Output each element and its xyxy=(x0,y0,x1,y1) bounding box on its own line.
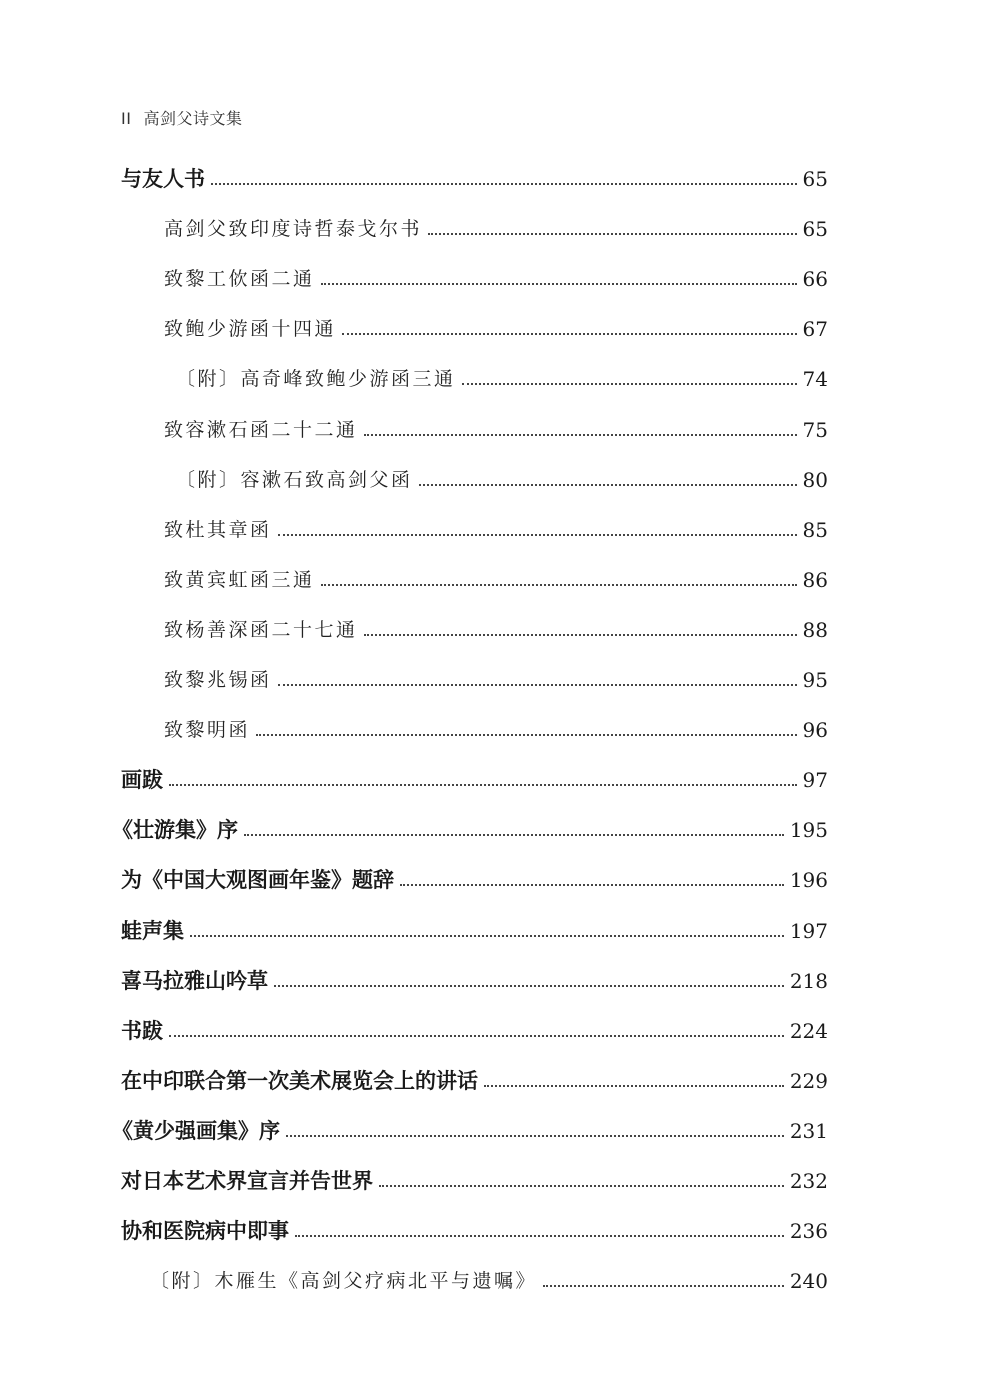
toc-entry-title: 致黎兆锡函 xyxy=(164,669,272,691)
dot-leader xyxy=(321,584,797,586)
toc-entry[interactable] xyxy=(112,1112,828,1146)
toc-entry-title: 致黄宾虹函三通 xyxy=(164,568,315,591)
dot-leader xyxy=(286,1135,784,1137)
toc-entry-page: 66 xyxy=(802,267,828,292)
toc-entry-title: 〔附〕木雁生《高剑父疗病北平与遗嘱》 xyxy=(150,1270,538,1293)
header-book-title: 高剑父诗文集 xyxy=(143,109,243,128)
dot-leader xyxy=(278,534,797,536)
toc-entry-title: 致杨善深函二十七通 xyxy=(164,618,358,641)
toc-entry[interactable] xyxy=(176,360,828,394)
dot-leader xyxy=(169,784,797,786)
dot-leader xyxy=(342,333,797,335)
dot-leader xyxy=(379,1185,784,1187)
dot-leader xyxy=(169,1035,784,1037)
toc-entry[interactable] xyxy=(164,661,828,695)
toc-entry-page: 88 xyxy=(802,617,828,642)
dot-leader xyxy=(190,935,784,937)
toc-entry-title: 《黄少强画集》序 xyxy=(112,1117,280,1143)
toc-entry[interactable] xyxy=(164,511,828,545)
toc-entry-page: 95 xyxy=(802,668,828,692)
dot-leader xyxy=(244,834,784,836)
toc-entry[interactable] xyxy=(121,761,828,795)
toc-entry-page: 240 xyxy=(789,1269,828,1294)
dot-leader xyxy=(321,283,797,285)
toc-entry[interactable] xyxy=(176,461,828,495)
toc-entry-page: 197 xyxy=(789,918,828,943)
dot-leader xyxy=(364,434,797,436)
dot-leader xyxy=(295,1235,784,1237)
toc-entry-page: 65 xyxy=(802,217,828,242)
toc-entry-title: 对日本艺术界宣言并告世界 xyxy=(121,1168,373,1193)
dot-leader xyxy=(428,233,797,235)
dot-leader xyxy=(462,383,797,385)
toc-entry[interactable] xyxy=(121,1162,828,1196)
dot-leader xyxy=(211,183,797,185)
toc-entry[interactable] xyxy=(164,561,828,595)
toc-entry-page: 196 xyxy=(789,868,828,893)
dot-leader xyxy=(278,684,797,686)
toc-entry[interactable] xyxy=(164,711,828,745)
dot-leader xyxy=(364,634,797,636)
toc-entry[interactable] xyxy=(121,160,828,194)
toc-entry[interactable] xyxy=(121,1062,828,1096)
dot-leader xyxy=(256,734,797,736)
toc-entry[interactable] xyxy=(112,811,828,845)
toc-entry-title: 高剑父致印度诗哲泰戈尔书 xyxy=(164,218,423,241)
toc-entry-title: 致杜其章函 xyxy=(164,518,272,541)
toc-entry-page: 85 xyxy=(802,517,828,542)
toc-entry[interactable] xyxy=(121,912,828,946)
toc-entry[interactable] xyxy=(121,1012,828,1046)
toc-entry[interactable] xyxy=(164,310,828,344)
toc-entry[interactable] xyxy=(150,1262,828,1296)
dot-leader xyxy=(543,1285,784,1287)
toc-entry-title: 书跋 xyxy=(121,1017,163,1043)
dot-leader xyxy=(400,884,784,886)
toc-entry-page: 80 xyxy=(802,467,828,492)
toc-entry-page: 67 xyxy=(802,317,828,342)
toc-entry-page: 75 xyxy=(802,417,828,442)
toc-entry-page: 224 xyxy=(789,1018,828,1043)
toc-entry-page: 218 xyxy=(789,968,828,993)
toc-entry-title: 在中印联合第一次美术展览会上的讲话 xyxy=(121,1067,478,1093)
toc-entry-title: 《壮游集》序 xyxy=(112,817,238,843)
toc-entry[interactable] xyxy=(164,260,828,294)
toc-entry-title: 致黎明函 xyxy=(164,719,251,742)
toc-entry-page: 231 xyxy=(789,1118,828,1143)
toc-entry-title: 〔附〕高奇峰致鲍少游函三通 xyxy=(176,368,456,391)
toc-entry-page: 195 xyxy=(789,818,828,843)
toc-entry-page: 65 xyxy=(802,167,828,191)
toc-entry-title: 致黎工佽函二通 xyxy=(164,268,315,291)
toc-entry-page: 96 xyxy=(802,718,828,743)
toc-entry-title: 致鲍少游函十四通 xyxy=(164,318,337,341)
running-header xyxy=(121,106,242,129)
toc-entry[interactable] xyxy=(121,861,828,895)
toc-entry[interactable] xyxy=(121,1212,828,1246)
dot-leader xyxy=(484,1085,784,1087)
toc-entry-title: 协和医院病中即事 xyxy=(121,1218,289,1244)
toc-entry-page: 97 xyxy=(802,768,828,793)
header-page-number: II xyxy=(121,109,132,128)
toc-entry-title: 与友人书 xyxy=(121,166,205,191)
dot-leader xyxy=(274,985,784,987)
toc-entry-page: 236 xyxy=(789,1219,828,1244)
toc-entry-page: 86 xyxy=(802,567,828,592)
toc-entry-title: 喜马拉雅山吟草 xyxy=(121,967,268,993)
toc-entry-page: 74 xyxy=(802,367,828,392)
toc-entry-title: 〔附〕容漱石致高剑父函 xyxy=(176,468,413,491)
toc-entry-title: 画跋 xyxy=(121,767,163,793)
toc-entry-title: 蛙声集 xyxy=(121,917,184,943)
dot-leader xyxy=(419,484,797,486)
toc-entry-title: 为《中国大观图画年鉴》题辞 xyxy=(121,867,394,893)
toc-entry[interactable] xyxy=(164,210,828,244)
toc-entry[interactable] xyxy=(164,411,828,445)
toc-entry[interactable] xyxy=(121,962,828,996)
toc-entry-page: 232 xyxy=(789,1169,828,1193)
toc-entry-title: 致容漱石函二十二通 xyxy=(164,418,358,441)
toc-entry-page: 229 xyxy=(789,1068,828,1093)
toc-entry[interactable] xyxy=(164,611,828,645)
